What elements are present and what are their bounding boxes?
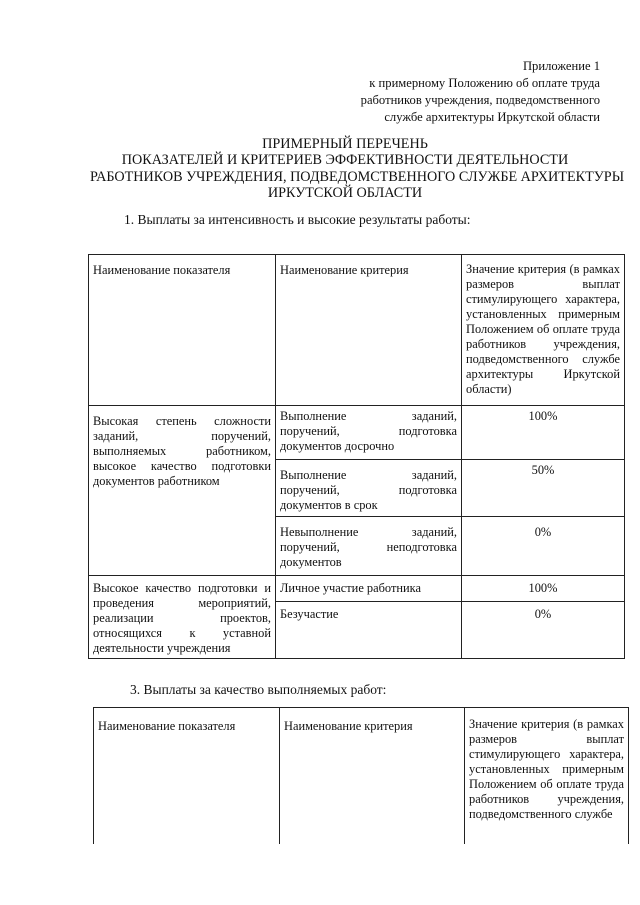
section1-heading: 1. Выплаты за интенсивность и высокие результаты работы: [124, 212, 471, 227]
page-bottom-margin [0, 844, 640, 905]
table-header-row [94, 708, 629, 848]
value-cell: 100% [462, 406, 625, 460]
criterion-cell: Личное участие работника [276, 576, 462, 602]
table-row [89, 576, 625, 602]
indicator-cell: Высокое качество подготовки и проведения мероприятий, реализации проектов, относящихся к уставной деятельности учреждения [89, 576, 276, 659]
header-indicator: Наименование показателя [94, 708, 280, 848]
value-cell: 100% [462, 576, 625, 602]
appendix-line: службе архитектуры Иркутской области [384, 110, 600, 124]
header-value: Значение критерия (в рамках размеров выплат стимулирующего характера, установленных примерным Положением об оплате труда работников учреждения, подведомственного службе [465, 708, 629, 848]
criterion-cell: Выполнение заданий, поручений, подготовка документов в срок [276, 460, 462, 517]
table-row [89, 406, 625, 460]
header-criterion: Наименование критерия [280, 708, 465, 848]
appendix-note [330, 58, 600, 126]
title-line: РАБОТНИКОВ УЧРЕЖДЕНИЯ, ПОДВЕДОМСТВЕННОГО СЛУЖБЕ АРХИТЕКТУРЫ [90, 168, 625, 185]
appendix-line: к примерному Положению об оплате труда [369, 76, 600, 90]
value-cell: 0% [462, 517, 625, 576]
indicator-cell: Высокая степень сложности заданий, поручений, выполняемых работником, высокое качество подготовки документов работником [89, 406, 276, 576]
header-indicator: Наименование показателя [89, 255, 276, 406]
appendix-line: работников учреждения, подведомственного [360, 93, 600, 107]
criterion-cell: Безучастие [276, 602, 462, 659]
title-line: ПРИМЕРНЫЙ ПЕРЕЧЕНЬ [262, 136, 428, 152]
header-value: Значение критерия (в рамках размеров выплат стимулирующего характера, установленных примерным Положением об оплате труда работников учреждения, подведомственного службе архитектуры Иркутской области) [462, 255, 625, 406]
appendix-line: Приложение 1 [522, 59, 600, 73]
section1-table [88, 254, 625, 659]
table-header-row [89, 255, 625, 406]
criterion-cell: Невыполнение заданий, поручений, неподготовка документов [276, 517, 462, 576]
title-line: ИРКУТСКОЙ ОБЛАСТИ [267, 185, 423, 202]
title-line: ПОКАЗАТЕЛЕЙ И КРИТЕРИЕВ ЭФФЕКТИВНОСТИ ДЕЯТЕЛЬНОСТИ [121, 152, 569, 169]
section3-heading: 3. Выплаты за качество выполняемых работ: [130, 682, 387, 697]
value-cell: 50% [462, 460, 625, 517]
header-criterion: Наименование критерия [276, 255, 462, 406]
criterion-cell: Выполнение заданий, поручений, подготовка документов досрочно [276, 406, 462, 460]
value-cell: 0% [462, 602, 625, 659]
section3-table [93, 707, 629, 848]
document-title [90, 136, 625, 202]
